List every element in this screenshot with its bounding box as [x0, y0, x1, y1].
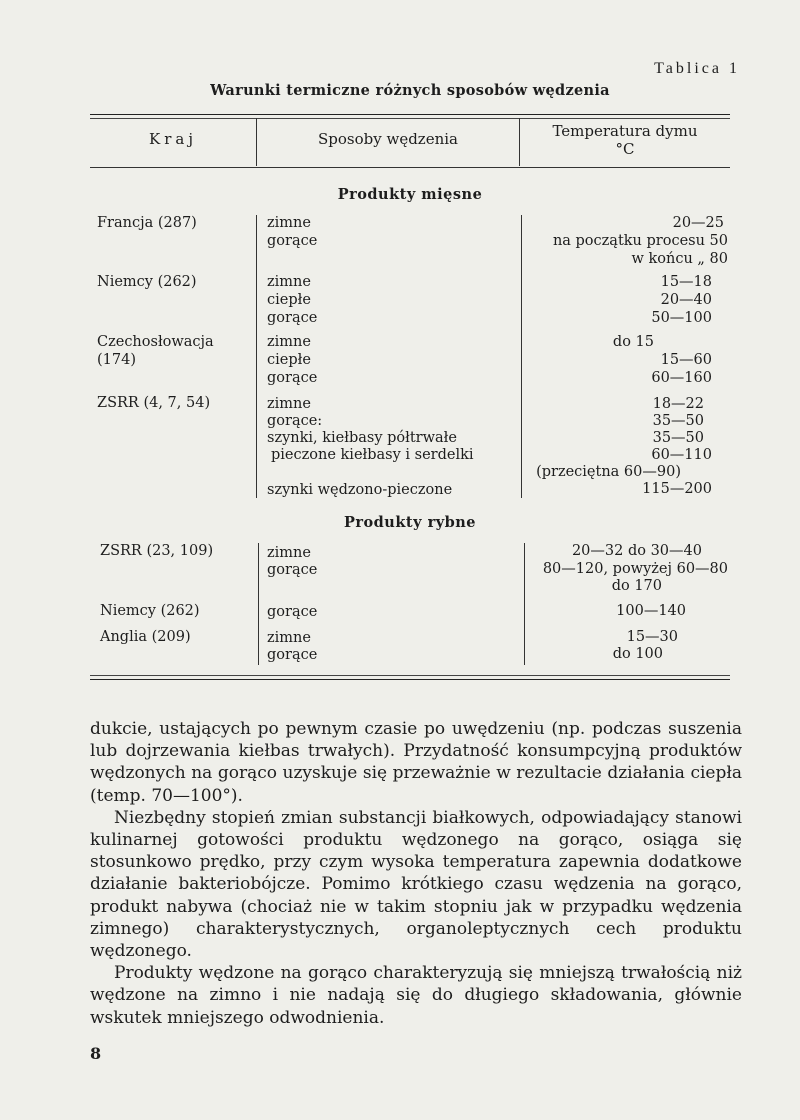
method-cell: gorące:	[267, 413, 323, 429]
method-cell: zimne	[267, 545, 311, 561]
method-cell: szynki wędzono-pieczone	[267, 482, 453, 498]
temperature-cell: (przeciętna 60—90)	[536, 464, 681, 480]
section-fish: Produkty rybne	[343, 514, 477, 531]
method-cell: gorące	[267, 233, 318, 249]
temperature-cell: do 100	[612, 646, 663, 662]
temperature-cell: 20—40	[660, 292, 712, 308]
column-divider	[258, 543, 259, 665]
temperature-cell: 115—200	[642, 481, 712, 497]
temperature-cell: 35—50	[652, 413, 704, 429]
temperature-cell: 20—32 do 30—40	[571, 543, 702, 559]
temperature-cell: 100—140	[616, 603, 686, 619]
method-cell: zimne	[267, 334, 311, 350]
temperature-cell: 15—18	[660, 274, 712, 290]
method-cell: ciepłe	[267, 292, 311, 308]
method-cell: zimne	[267, 215, 311, 231]
temperature-cell: 80—120, powyżej 60—80	[542, 561, 728, 577]
method-cell: zimne	[267, 630, 311, 646]
method-cell: zimne	[267, 396, 311, 412]
header-temperature-line: Temperatura dymu	[552, 122, 698, 140]
temperature-cell: w końcu „ 80	[631, 251, 728, 267]
header-method: Sposoby wędzenia	[318, 130, 458, 148]
table-label: Tablica 1	[654, 60, 740, 77]
country-cell: ZSRR (23, 109)	[100, 543, 214, 559]
temperature-cell: 60—110	[651, 447, 712, 463]
method-cell: gorące	[267, 562, 318, 578]
method-cell: gorące	[267, 370, 318, 386]
method-cell: szynki, kiełbasy półtrwałe	[267, 430, 457, 446]
temperature-cell: 60—160	[651, 370, 712, 386]
paragraph: Niezbędny stopień zmian substancji białkowych, odpowiadający stanowi kulinarnej gotowości produktu wędzonego na gorąco, osiąga się stosunkowo prędko, przy czym wysoka temperatura zapewnia dodatkowe działanie bakteriobójcze. Pomimo krótkiego czasu wędzenia na gorąco, produkt nabywa (chociaż nie w takim stopniu jak w przypadku wędzenia zimnego) charakterystycznych, organoleptycznych cech produktu wędzonego.	[90, 807, 742, 962]
temperature-cell: na początku procesu 50	[552, 233, 728, 249]
column-divider	[524, 543, 525, 665]
header-rule	[90, 167, 730, 168]
method-cell: ciepłe	[267, 352, 311, 368]
column-divider	[256, 215, 257, 498]
temperature-cell: do 170	[611, 578, 662, 594]
method-cell: gorące	[267, 647, 318, 663]
method-cell: gorące	[267, 310, 318, 326]
method-cell: pieczone kiełbasy i serdelki	[271, 447, 474, 463]
country-cell: Niemcy (262)	[97, 274, 197, 290]
country-cell: ZSRR (4, 7, 54)	[97, 395, 211, 411]
temperature-cell: 35—50	[652, 430, 704, 446]
country-cell: Francja (287)	[97, 215, 197, 231]
temperature-cell: 50—100	[651, 310, 712, 326]
temperature-cell: do 15	[612, 334, 654, 350]
paragraph: dukcie, ustających po pewnym czasie po uwędzeniu (np. podczas suszenia lub dojrzewania kiełbas trwałych). Przydatność konsumpcyjną produktów wędzonych na gorąco uzyskuje się przeważnie w rezultacie działania ciepła (temp. 70—100°).	[90, 719, 742, 806]
method-cell: zimne	[267, 274, 311, 290]
body-text	[90, 718, 742, 1029]
column-divider	[521, 215, 522, 498]
paragraph: Produkty wędzone na gorąco charakteryzują się mniejszą trwałością niż wędzone na zimno i nie nadają się do długiego składowania, głównie wskutek mniejszego odwodnienia.	[90, 963, 742, 1028]
temperature-cell: 15—30	[626, 629, 678, 645]
country-cell: Niemcy (262)	[100, 603, 200, 619]
temperature-cell: 15—60	[660, 352, 712, 368]
country-cell: (174)	[97, 352, 136, 368]
method-cell: gorące	[267, 604, 318, 620]
country-cell: Anglia (209)	[100, 629, 191, 645]
temperature-cell: 18—22	[652, 396, 704, 412]
header-temperature-unit: °C	[615, 140, 635, 158]
header-temperature	[520, 122, 730, 158]
section-meat: Produkty mięsne	[337, 186, 483, 203]
country-cell: Czechosłowacja	[97, 334, 214, 350]
header-country: Kraj	[149, 130, 197, 148]
table-title: Warunki termiczne różnych sposobów wędzenia	[210, 82, 610, 99]
page-number: 8	[90, 1044, 102, 1063]
temperature-cell: 20—25	[672, 215, 724, 231]
